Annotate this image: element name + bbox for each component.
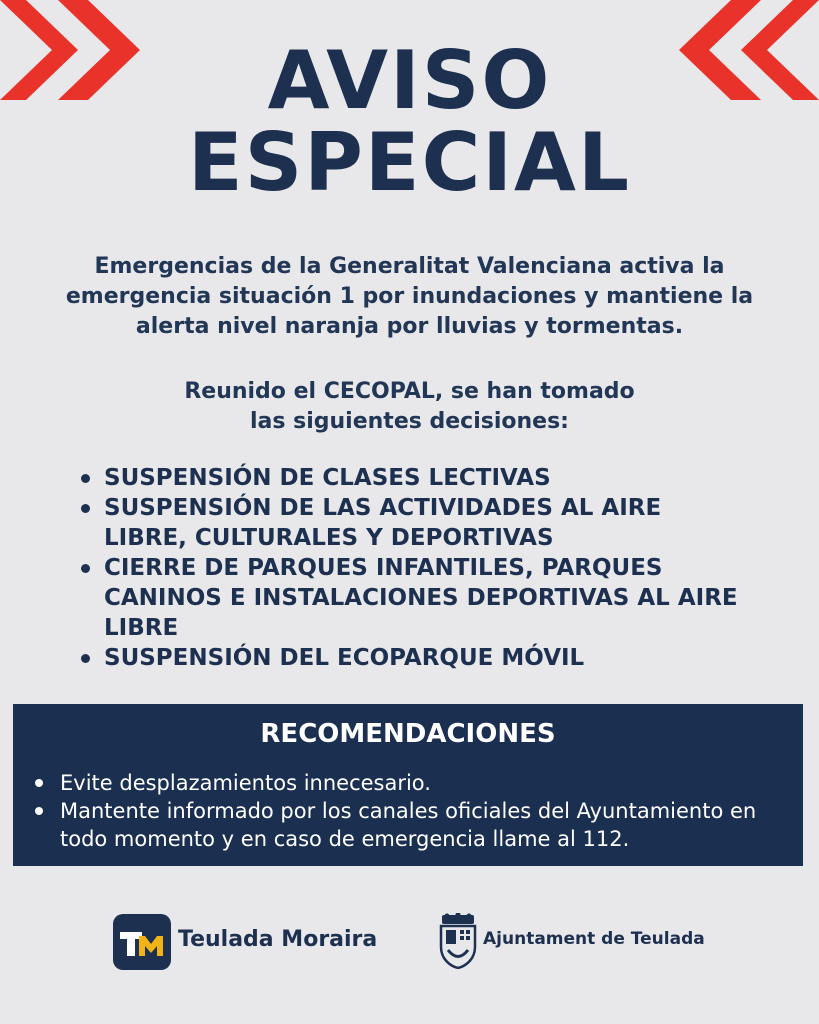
list-item (78, 463, 738, 493)
recommendations-panel (13, 704, 803, 866)
bullet-dot-icon (35, 807, 43, 815)
decision-text: SUSPENSIÓN DE LAS ACTIVIDADES AL AIRE LIBRE, CULTURALES Y DEPORTIVAS (104, 495, 662, 551)
tm-logo-icon (113, 914, 171, 970)
meeting-line-2: las siguientes decisiones: (250, 409, 569, 434)
title-line-2: ESPECIAL (188, 116, 631, 209)
list-item (78, 493, 738, 553)
bullet-dot-icon (81, 564, 90, 573)
council-name: Ajuntament de Teulada (483, 929, 705, 949)
decision-text: SUSPENSIÓN DEL ECOPARQUE MÓVIL (104, 645, 585, 671)
bullet-dot-icon (81, 504, 90, 513)
recommendations-list (35, 769, 795, 853)
teulada-moraira-logo (113, 914, 171, 970)
bullet-dot-icon (35, 779, 43, 787)
coat-of-arms-icon (438, 913, 478, 969)
decisions-list (78, 463, 738, 673)
page-title (0, 34, 819, 209)
list-item (78, 553, 738, 643)
bullet-dot-icon (81, 654, 90, 663)
recommendation-text: Mantente informado por los canales oficiales del Ayuntamiento en todo momento y en caso de emergencia llame al 112. (60, 799, 757, 851)
brand-name: Teulada Moraira (178, 927, 378, 952)
recommendation-text: Evite desplazamientos innecesario. (60, 771, 431, 795)
recommendations-title: RECOMENDACIONES (260, 719, 556, 749)
decision-text: CIERRE DE PARQUES INFANTILES, PARQUES CANINOS E INSTALACIONES DEPORTIVAS AL AIRE LIBRE (104, 555, 738, 641)
intro-text: Emergencias de la Generalitat Valenciana activa la emergencia situación 1 por inundaciones y mantiene la alerta nivel naranja por lluvias y tormentas. (65, 254, 754, 339)
meeting-text (60, 377, 759, 437)
bullet-dot-icon (81, 474, 90, 483)
list-item (35, 797, 795, 853)
meeting-line-1: Reunido el CECOPAL, se han tomado (184, 379, 635, 404)
list-item (78, 643, 738, 673)
list-item (35, 769, 795, 797)
title-line-1: AVISO (267, 34, 552, 127)
decision-text: SUSPENSIÓN DE CLASES LECTIVAS (104, 465, 551, 491)
